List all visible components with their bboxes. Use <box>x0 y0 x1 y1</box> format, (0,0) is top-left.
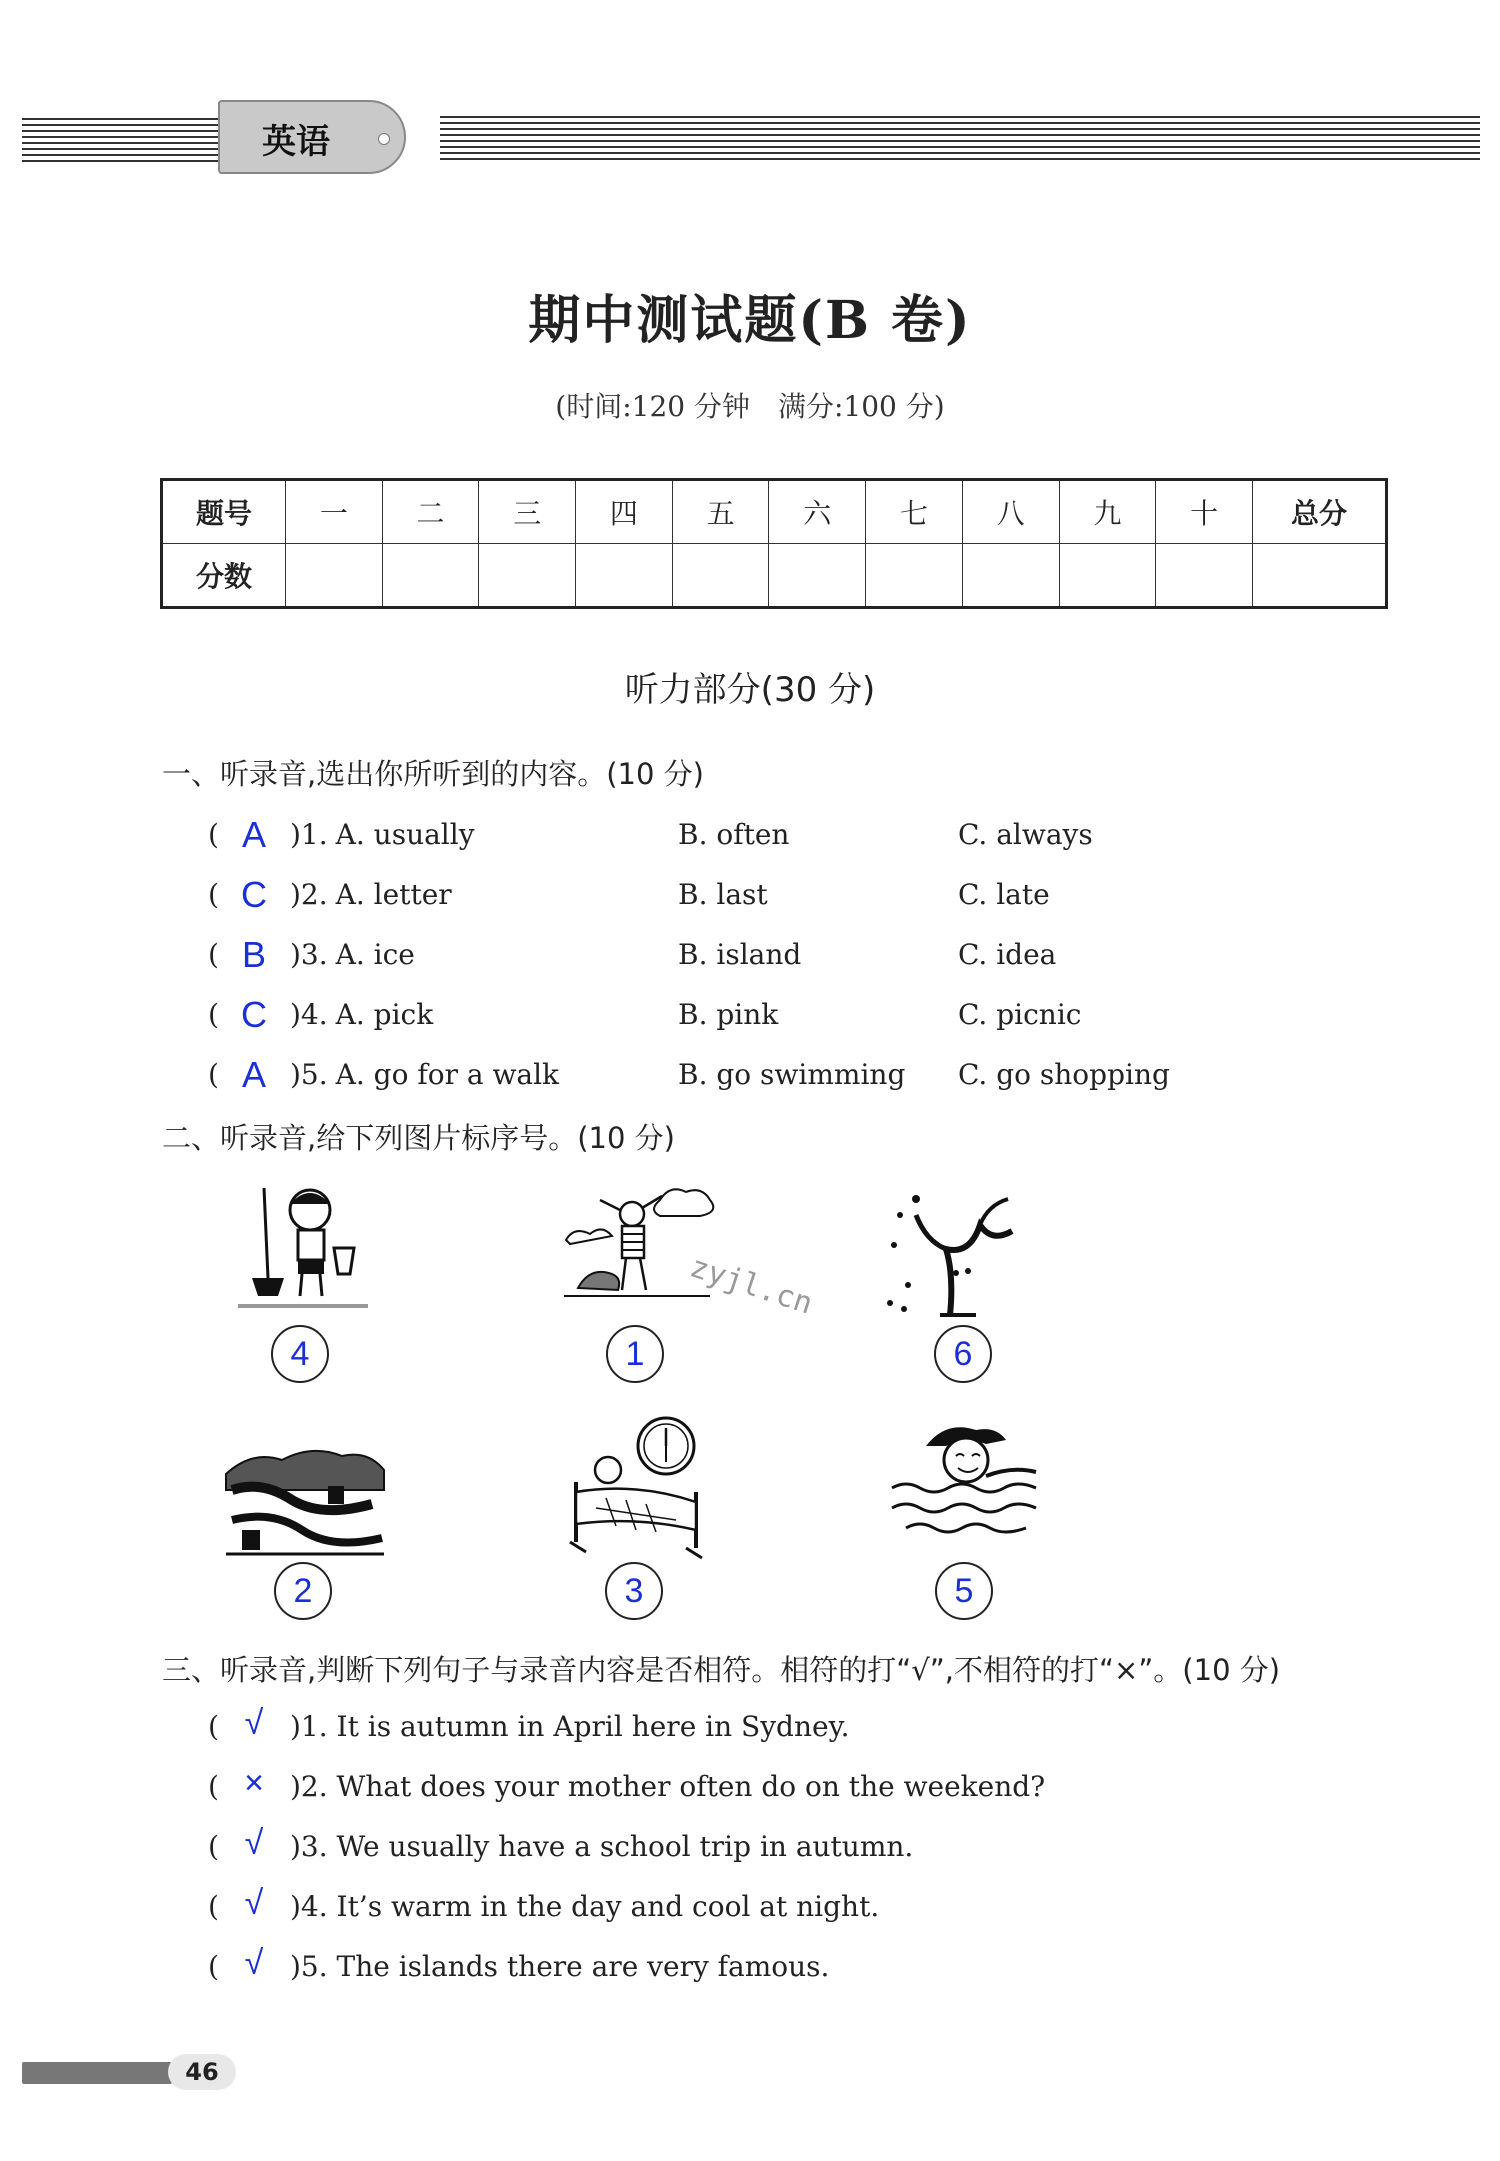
score-blank[interactable] <box>479 544 576 608</box>
answer-mark[interactable]: √ <box>244 1884 264 1922</box>
open-paren: ( <box>208 1830 219 1863</box>
open-paren: ( <box>208 1058 219 1091</box>
boy-swimming-icon <box>886 1416 1046 1556</box>
option-c: C. picnic <box>958 998 1082 1031</box>
boy-in-bed-clock-icon <box>556 1412 716 1572</box>
part1-heading: 一、听录音,选出你所听到的内容。(10 分) <box>162 757 704 791</box>
statement-text: )2. What does your mother often do on the weekend? <box>290 1770 1046 1803</box>
option-a-text: A. pick <box>335 998 434 1031</box>
page-number: 46 <box>168 2054 236 2090</box>
answer-mark[interactable]: A <box>241 814 266 855</box>
option-a <box>290 818 475 851</box>
table-cell: 三 <box>479 480 576 544</box>
score-blank[interactable] <box>672 544 769 608</box>
table-row <box>162 544 1387 608</box>
statement-text: )4. It’s warm in the day and cool at night. <box>290 1890 880 1923</box>
option-a <box>290 878 452 911</box>
score-blank[interactable] <box>769 544 866 608</box>
page-title: 期中测试题(B 卷) <box>528 290 972 351</box>
table-cell: 五 <box>672 480 769 544</box>
item-number: )5. <box>290 1058 328 1091</box>
option-a-text: A. usually <box>335 818 475 851</box>
statement-text: )1. It is autumn in April here in Sydney. <box>290 1710 850 1743</box>
score-blank[interactable] <box>382 544 479 608</box>
score-table <box>160 478 1388 609</box>
option-a <box>290 938 415 971</box>
option-a-text: A. go for a walk <box>335 1058 560 1091</box>
item-number: )1. <box>290 818 328 851</box>
score-blank[interactable] <box>866 544 963 608</box>
table-cell: 八 <box>962 480 1059 544</box>
picture-number[interactable]: 2 <box>274 1562 332 1620</box>
open-paren: ( <box>208 878 219 911</box>
header-rule-left <box>22 118 222 162</box>
table-cell: 总分 <box>1253 480 1387 544</box>
section-heading: 听力部分(30 分) <box>624 670 876 710</box>
score-blank[interactable] <box>286 544 383 608</box>
picture-number[interactable]: 4 <box>271 1325 329 1383</box>
open-paren: ( <box>208 1890 219 1923</box>
option-b: B. often <box>678 818 790 851</box>
open-paren: ( <box>208 818 219 851</box>
open-paren: ( <box>208 1710 219 1743</box>
girl-exercising-icon <box>560 1178 720 1318</box>
answer-mark[interactable]: √ <box>244 1824 264 1862</box>
picture-number[interactable]: 3 <box>605 1562 663 1620</box>
picture-number[interactable]: 1 <box>606 1325 664 1383</box>
exam-info: (时间:120 分钟 满分:100 分) <box>555 390 945 423</box>
table-cell: 题号 <box>162 480 286 544</box>
score-blank[interactable] <box>576 544 673 608</box>
picture-number[interactable]: 6 <box>934 1325 992 1383</box>
option-b: B. go swimming <box>678 1058 906 1091</box>
subject-tab <box>218 100 406 174</box>
option-c: C. idea <box>958 938 1057 971</box>
table-row <box>162 480 1387 544</box>
statement-text: )5. The islands there are very famous. <box>290 1950 830 1983</box>
option-b: B. last <box>678 878 768 911</box>
option-b: B. pink <box>678 998 779 1031</box>
part3-heading: 三、听录音,判断下列句子与录音内容是否相符。相符的打“√”,不相符的打“×”。(10 分) <box>162 1653 1281 1687</box>
table-cell: 二 <box>382 480 479 544</box>
table-cell: 七 <box>866 480 963 544</box>
option-a-text: A. letter <box>335 878 452 911</box>
score-blank[interactable] <box>962 544 1059 608</box>
open-paren: ( <box>208 1950 219 1983</box>
score-blank[interactable] <box>1253 544 1387 608</box>
answer-mark[interactable]: C <box>241 874 267 915</box>
great-wall-icon <box>222 1430 388 1570</box>
option-a <box>290 998 433 1031</box>
subject-label: 英语 <box>262 122 330 162</box>
table-cell: 四 <box>576 480 673 544</box>
picture-number[interactable]: 5 <box>935 1562 993 1620</box>
part2-heading: 二、听录音,给下列图片标序号。(10 分) <box>162 1121 675 1155</box>
answer-mark[interactable]: × <box>244 1764 264 1802</box>
score-blank[interactable] <box>1156 544 1253 608</box>
header-rule-right <box>440 116 1480 160</box>
table-cell: 一 <box>286 480 383 544</box>
answer-mark[interactable]: C <box>241 994 267 1035</box>
footer-bar <box>22 2062 172 2084</box>
answer-mark[interactable]: √ <box>244 1944 264 1982</box>
table-cell: 九 <box>1059 480 1156 544</box>
boy-sweeping-icon <box>228 1178 378 1318</box>
open-paren: ( <box>208 938 219 971</box>
table-cell: 分数 <box>162 544 286 608</box>
item-number: )2. <box>290 878 328 911</box>
statement-text: )3. We usually have a school trip in autumn. <box>290 1830 914 1863</box>
option-c: C. always <box>958 818 1093 851</box>
tab-dot-icon <box>378 133 390 145</box>
open-paren: ( <box>208 1770 219 1803</box>
watermark: zyjl.cn <box>685 1249 817 1322</box>
option-c: C. go shopping <box>958 1058 1170 1091</box>
answer-mark[interactable]: B <box>241 934 266 975</box>
option-b: B. island <box>678 938 802 971</box>
table-cell: 十 <box>1156 480 1253 544</box>
item-number: )4. <box>290 998 328 1031</box>
answer-mark[interactable]: √ <box>244 1704 264 1742</box>
tree-in-wind-icon <box>880 1185 1030 1325</box>
option-c: C. late <box>958 878 1050 911</box>
table-cell: 六 <box>769 480 866 544</box>
option-a-text: A. ice <box>335 938 415 971</box>
open-paren: ( <box>208 998 219 1031</box>
answer-mark[interactable]: A <box>241 1054 266 1095</box>
score-blank[interactable] <box>1059 544 1156 608</box>
option-a <box>290 1058 559 1091</box>
item-number: )3. <box>290 938 328 971</box>
